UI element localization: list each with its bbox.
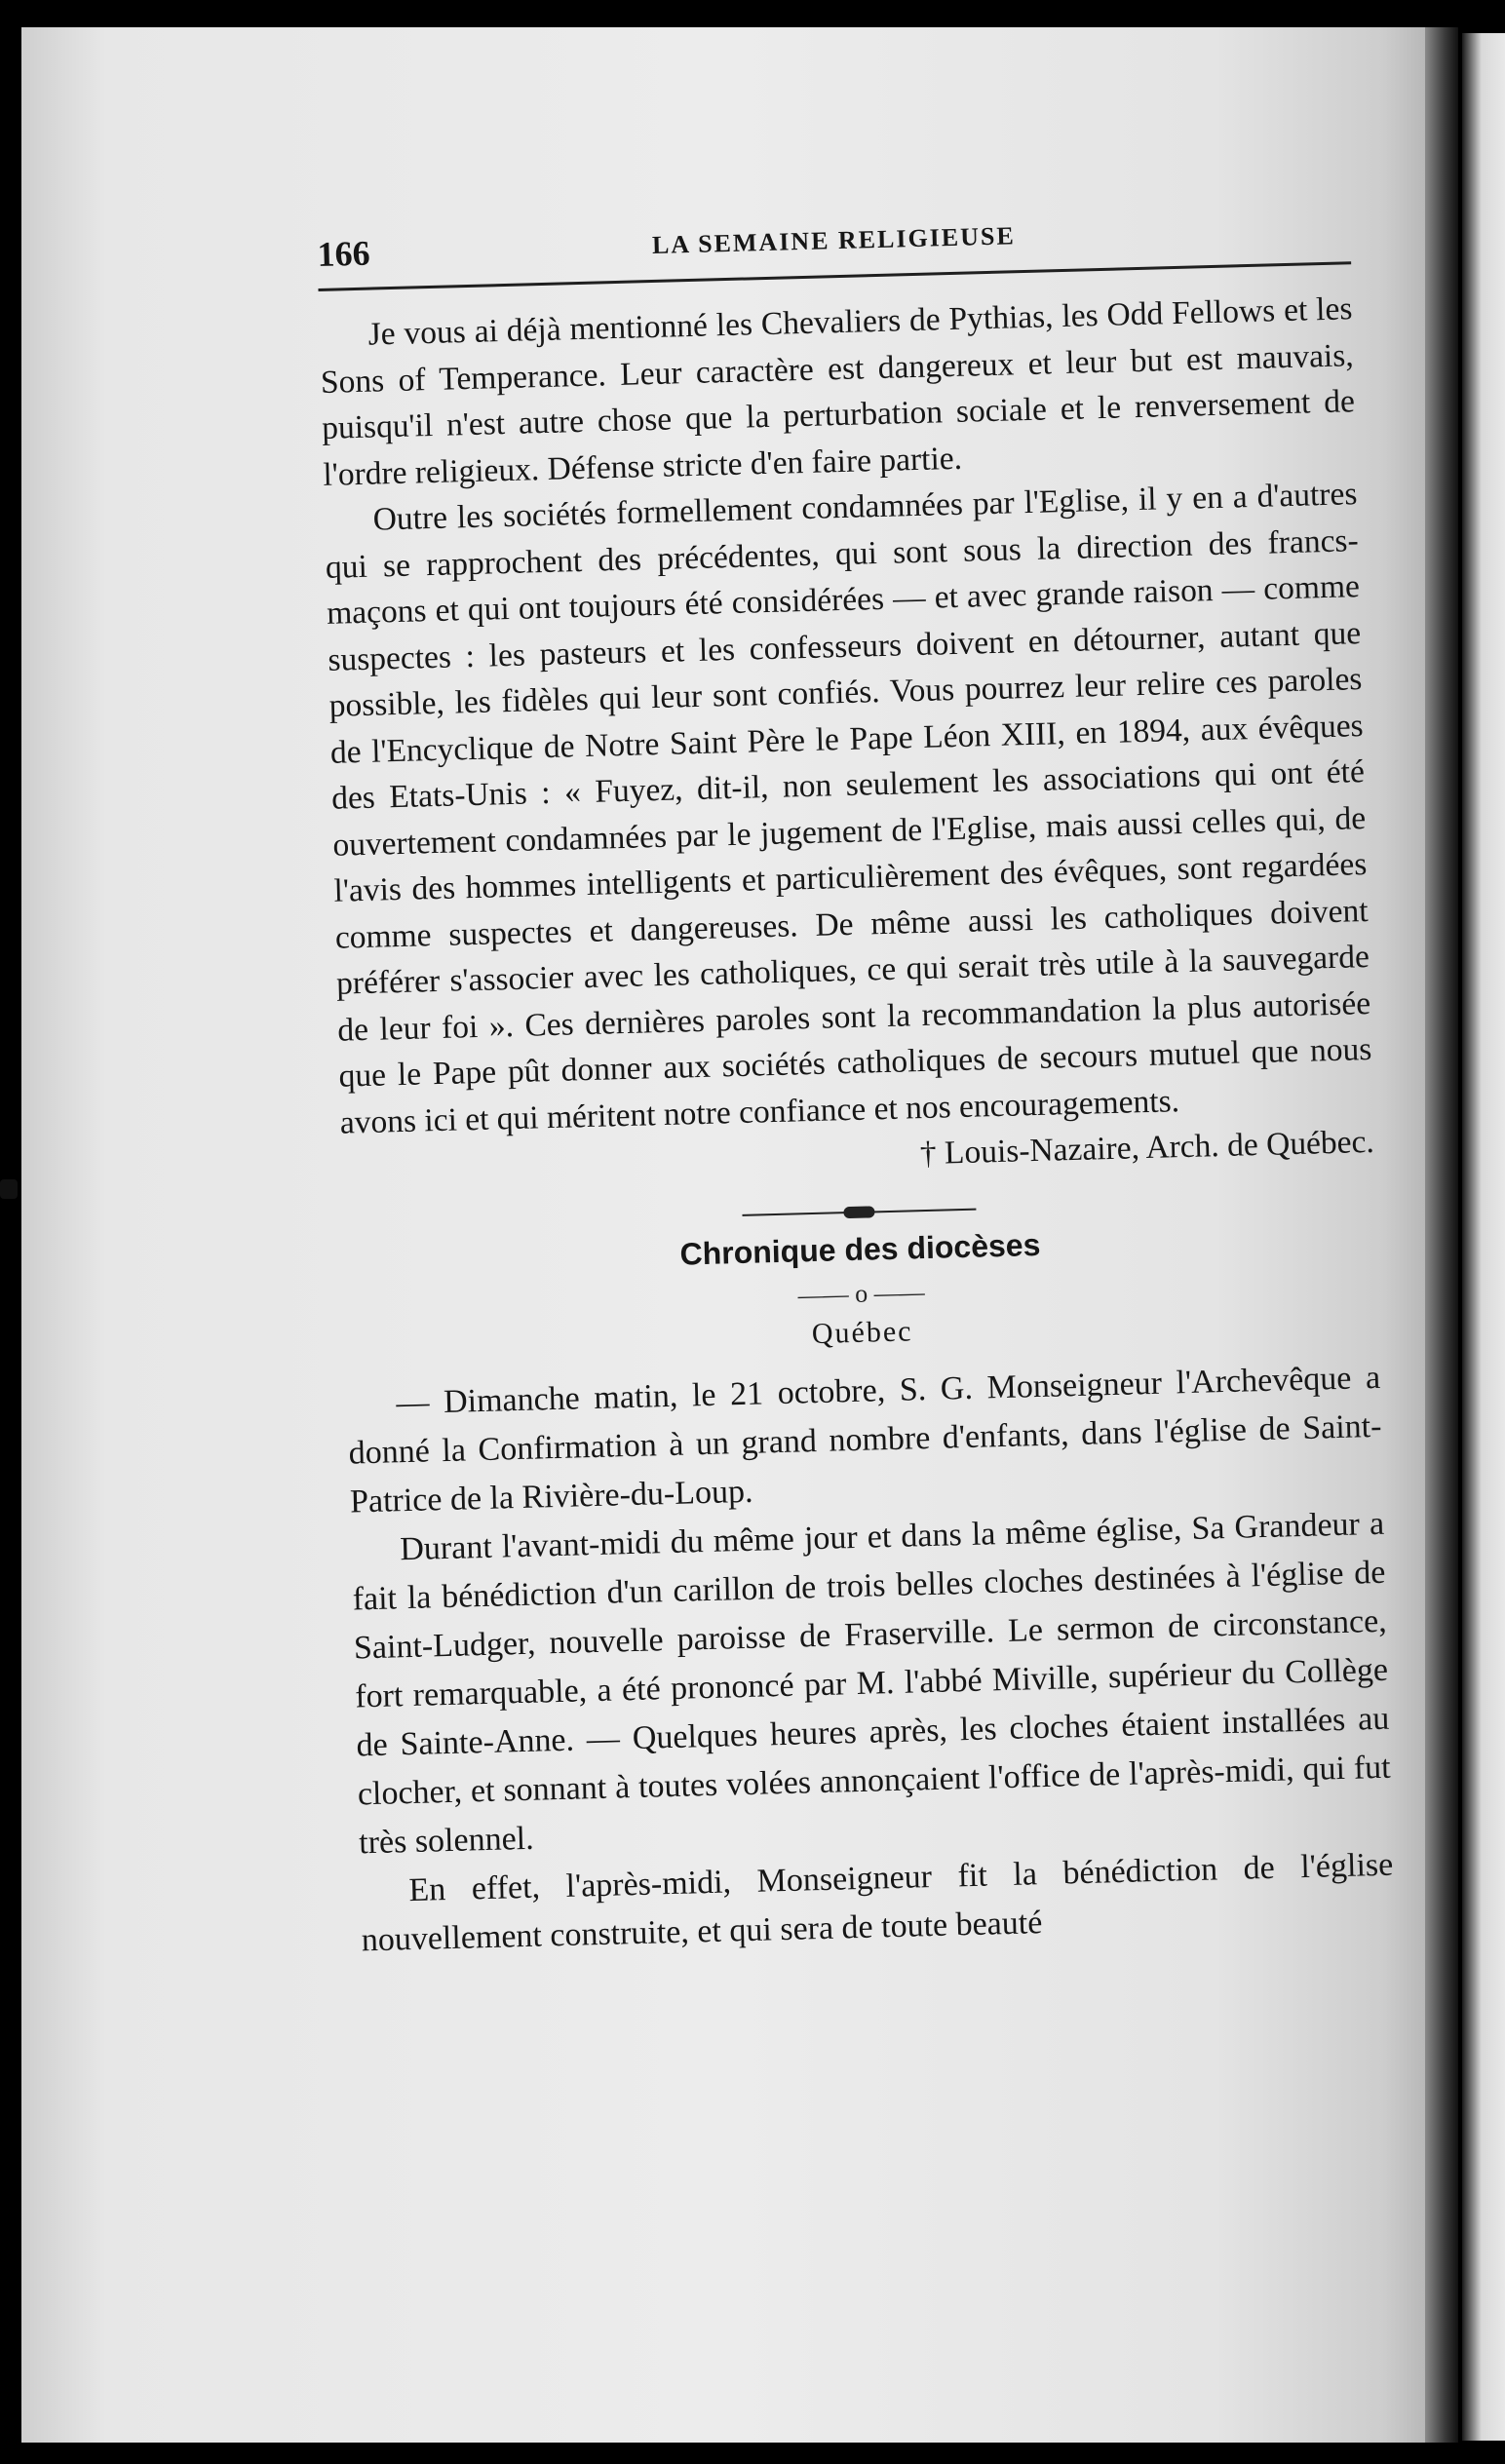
letter-paragraph-1: Je vous ai déjà mentionné les Chevaliers de Pythias, les Odd Fellows et les Sons of Temperance. Leur caractère est dangereux et leur but est mauvais, puisqu'il n'est autre chose que la perturbation sociale et le renversement de l'ordre religieux. Défense stricte d'en faire partie. [320,290,1356,493]
section-title: Chronique des diocèses [679,1226,1041,1272]
margin-blot [0,1179,18,1199]
gutter-shadow [1425,27,1458,2443]
chronicle-body [347,1353,1395,1965]
page-number: 166 [317,233,371,274]
diocese-subheading: Québec [811,1314,913,1350]
chronicle-paragraph-1: — Dimanche matin, le 21 octobre, S. G. Monseigneur l'Archevêque a donné la Confirmation à un grand nombre d'enfants, dans l'église de Saint-Patrice de la Rivière-du-Loup. [348,1359,1382,1521]
adjacent-page-edge [1462,33,1505,2441]
ornament-divider [742,1203,976,1220]
signature: † Louis-Nazaire, Arch. de Québec. [919,1123,1375,1173]
page-content [317,207,1395,1965]
chronicle-paragraph-3: En effet, l'après-midi, Monseigneur fit la bénédiction de l'église nouvellement construite, et qui sera de toute beauté [361,1846,1394,1958]
journal-title: LA SEMAINE RELIGIEUSE [651,221,1017,259]
chronicle-paragraph-2: Durant l'avant-midi du même jour et dans la même église, Sa Grandeur a fait la bénédiction d'un carillon de trois belles cloches destinées à l'église de Saint-Ludger, nouvelle paroisse de Fraserville. Le sermon de circonstance, fort remarquable, a été prononcé par M. l'abbé Miville, supérieur du Collège de Sainte-Anne. — Quelques heures après, les cloches étaient installées au clocher, et sonnant à toutes volées annonçaient l'office de l'après-midi, qui fut très solennel. [352,1505,1392,1861]
small-divider: —— o —— [797,1277,925,1309]
signature-spacer [341,1146,342,1192]
letter-paragraph-2: Outre les sociétés formellement condamnées par l'Eglise, il y en a d'autres qui se rapprochent des précédentes, qui sont sous la direction des francs-maçons et qui ont toujours été considérées — et avec grande raison — comme suspectes : les pasteurs et les confesseurs doivent en détourner, autant que possible, les fidèles qui leur sont confiés. Vous pourrez leur relire ces paroles de l'Encyclique de Notre Saint Père le Pape Léon XIII, en 1894, aux évêques des Etats-Unis : « Fuyez, dit-il, non seulement les associations qui ont été ouvertement condamnées par le jugement de l'Eglise, mais aussi celles qui, de l'avis des hommes intelligents et particulièrement des évêques, sont regardées comme suspectes et dangereuses. De même aussi les catholiques doivent préférer s'associer avec les catholiques, ce qui serait très utile à la sauvegarde de leur foi ». Ces dernières paroles sont la recommandation la plus autorisée que le Pape pût donner aux sociétés catholiques de secours mutuel que nous avons ici et qui méritent notre confiance et nos encouragements. [325,476,1372,1141]
